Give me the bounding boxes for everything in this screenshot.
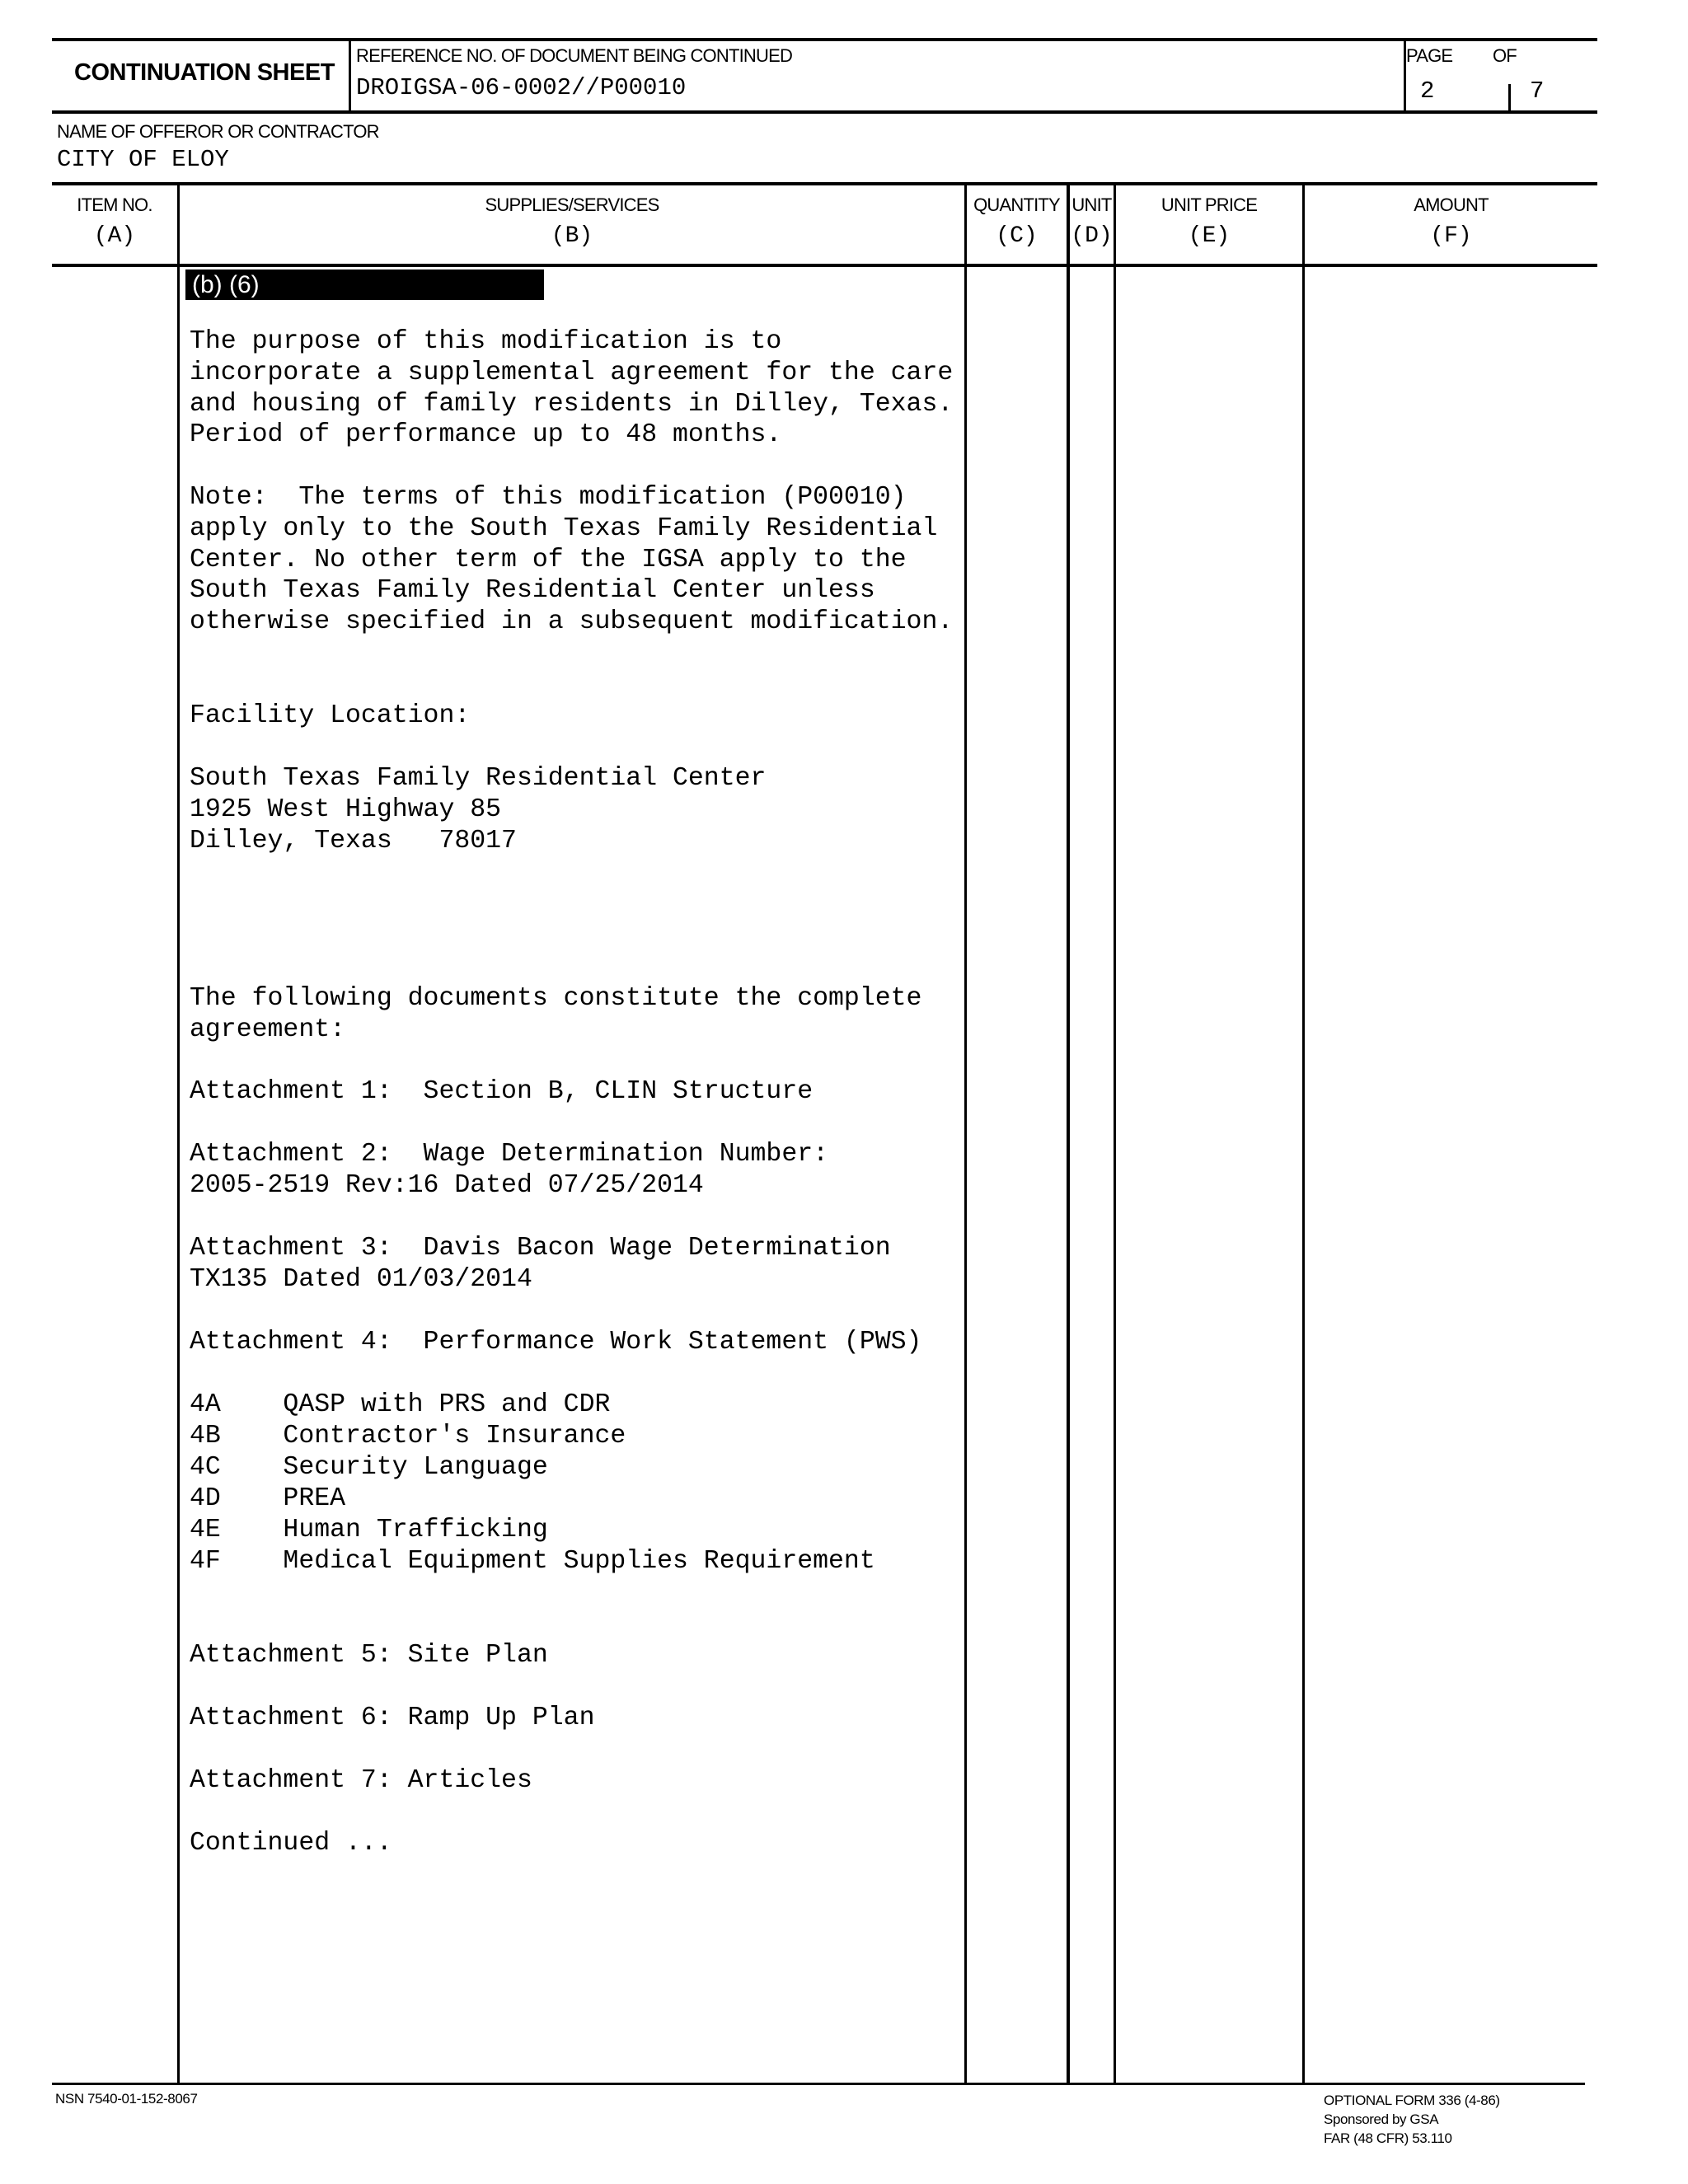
body-line: Attachment 4: Performance Work Statement (PWS) — [190, 1328, 922, 1357]
body-line: incorporate a supplemental agreement for the care — [190, 359, 954, 387]
column-rule-c-d — [1067, 184, 1070, 2083]
body-line: 4A QASP with PRS and CDR — [190, 1390, 611, 1419]
body-line: The purpose of this modification is to — [190, 327, 782, 356]
body-line: 4E Human Trafficking — [190, 1516, 548, 1544]
body-line: The following documents constitute the complete — [190, 984, 922, 1013]
body-line: 4D PREA — [190, 1484, 346, 1513]
column-rule-d-e — [1114, 184, 1116, 2083]
body-line: Dilley, Texas 78017 — [190, 827, 517, 855]
column-heading-quantity: QUANTITY — [973, 194, 1060, 215]
body-line: Attachment 3: Davis Bacon Wage Determination — [190, 1234, 891, 1263]
body-line: South Texas Family Residential Center unless — [190, 576, 875, 605]
body-line: Period of performance up to 48 months. — [190, 420, 782, 449]
body-line: 1925 West Highway 85 — [190, 795, 502, 824]
body-line: otherwise specified in a subsequent modification. — [190, 607, 954, 636]
reference-number: DROIGSA-06-0002//P00010 — [356, 74, 687, 101]
column-sub-f: (F) — [1430, 223, 1472, 249]
column-sub-b: (B) — [551, 223, 593, 249]
column-rule-a-b — [177, 184, 180, 2083]
body-line: Note: The terms of this modification (P00010) — [190, 483, 907, 512]
page-total: 7 — [1530, 77, 1545, 105]
reference-label: REFERENCE NO. OF DOCUMENT BEING CONTINUED — [356, 45, 793, 66]
offeror-label: NAME OF OFFEROR OR CONTRACTOR — [57, 121, 379, 142]
page-of-divider — [1508, 84, 1511, 112]
body-line: Attachment 5: Site Plan — [190, 1641, 548, 1670]
redaction-box: (b) (6) — [185, 269, 544, 300]
column-heading-amount: AMOUNT — [1414, 194, 1489, 215]
column-heading-item-no: ITEM NO. — [77, 194, 152, 215]
header-top-rule — [52, 38, 1597, 41]
body-line: 4F Medical Equipment Supplies Requirement — [190, 1547, 875, 1576]
form-regulation: FAR (48 CFR) 53.110 — [1324, 2130, 1452, 2146]
body-line: Facility Location: — [190, 701, 471, 730]
table-top-rule — [52, 182, 1597, 185]
page-label: PAGE — [1406, 45, 1453, 66]
form-sponsor: Sponsored by GSA — [1324, 2111, 1439, 2127]
body-line: Attachment 2: Wage Determination Number: — [190, 1140, 829, 1169]
offeror-name: CITY OF ELOY — [57, 146, 229, 173]
body-line: and housing of family residents in Dilley, Texas. — [190, 390, 954, 419]
body-line: 2005-2519 Rev:16 Dated 07/25/2014 — [190, 1171, 704, 1200]
header-bottom-rule — [52, 110, 1597, 114]
column-sub-a: (A) — [93, 223, 136, 249]
body-line: South Texas Family Residential Center — [190, 764, 767, 793]
column-rule-e-f — [1302, 184, 1305, 2083]
body-line: 4B Contractor's Insurance — [190, 1422, 626, 1451]
body-line: Attachment 7: Articles — [190, 1766, 532, 1795]
column-sub-c: (C) — [996, 223, 1038, 249]
page-number: 2 — [1420, 77, 1435, 105]
body-line: Continued ... — [190, 1829, 392, 1858]
of-label: OF — [1493, 45, 1517, 66]
body-line: 4C Security Language — [190, 1453, 548, 1482]
body-line: Attachment 1: Section B, CLIN Structure — [190, 1077, 814, 1106]
body-line: Attachment 6: Ramp Up Plan — [190, 1704, 595, 1732]
table-header-rule — [52, 264, 1597, 267]
column-sub-e: (E) — [1188, 223, 1231, 249]
body-line: TX135 Dated 01/03/2014 — [190, 1265, 532, 1294]
body-line: Center. No other term of the IGSA apply to the — [190, 546, 907, 574]
body-line: agreement: — [190, 1015, 346, 1044]
header-divider-title — [349, 40, 351, 112]
footer-rule — [52, 2083, 1585, 2085]
form-title: CONTINUATION SHEET — [74, 59, 335, 86]
form-number: OPTIONAL FORM 336 (4-86) — [1324, 2093, 1500, 2108]
column-heading-unit: UNIT — [1071, 194, 1112, 215]
column-heading-unit-price: UNIT PRICE — [1160, 194, 1258, 215]
column-rule-b-c — [964, 184, 967, 2083]
nsn-number: NSN 7540-01-152-8067 — [55, 2091, 198, 2107]
body-line: apply only to the South Texas Family Residential — [190, 514, 938, 543]
column-heading-supplies-services: SUPPLIES/SERVICES — [485, 194, 659, 215]
column-sub-d: (D) — [1071, 223, 1113, 249]
